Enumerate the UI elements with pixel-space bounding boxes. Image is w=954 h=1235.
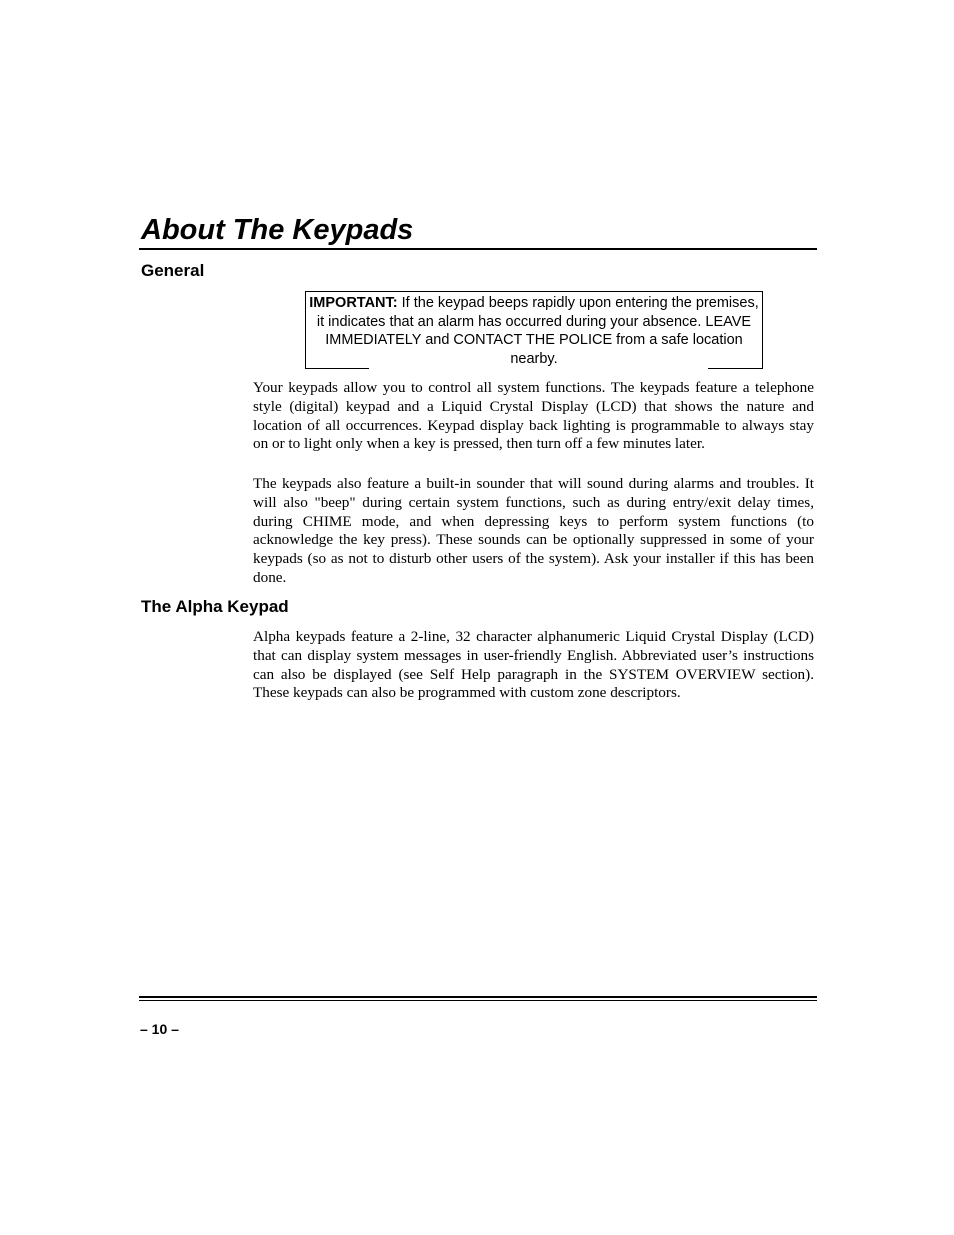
- general-paragraph-1: Your keypads allow you to control all system functions. The keypads feature a telephone style (digital) keypad and a Liquid Crystal Display (LCD) that shows the nature and location of all occurrences. Keypad display back lighting is programmable to always stay on or to light only when a key is pressed, then turn off a few minutes later.: [253, 379, 814, 453]
- alpha-keypad-paragraph: Alpha keypads feature a 2-line, 32 character alphanumeric Liquid Crystal Display (LCD) that can display system messages in user-friendly English. Abbreviated user’s instructions can also be displayed (see Self Help paragraph in the SYSTEM OVERVIEW section). These keypads can also be programmed with custom zone descriptors.: [253, 628, 814, 702]
- important-label: IMPORTANT:: [309, 295, 398, 311]
- section-heading-general: General: [141, 261, 205, 280]
- section-heading-alpha-keypad: The Alpha Keypad: [141, 597, 289, 616]
- footer-rule: [139, 996, 817, 998]
- footer-rule-secondary: [139, 1000, 817, 1001]
- page-number: – 10 –: [140, 1021, 179, 1037]
- general-paragraph-2: The keypads also feature a built-in sounder that will sound during alarms and troubles. It will also "beep" during certain system functions, such as during entry/exit delay times, during CHIME mode, and when depressing keys to perform system functions (to acknowledge the key press). These sounds can be optionally suppressed in some of your keypads (so as not to disturb other users of the system). Ask your installer if this has been done.: [253, 475, 814, 586]
- important-notice-text: If the keypad beeps rapidly upon entering the premises, it indicates that an alarm has occurred during your absence. LEAVE IMMEDIATELY and CONTACT THE POLICE from a safe location nearby.: [316, 295, 759, 367]
- title-rule: [139, 248, 817, 250]
- important-notice: [306, 294, 762, 368]
- page-title: About The Keypads: [141, 214, 414, 246]
- important-notice-box: [305, 291, 763, 369]
